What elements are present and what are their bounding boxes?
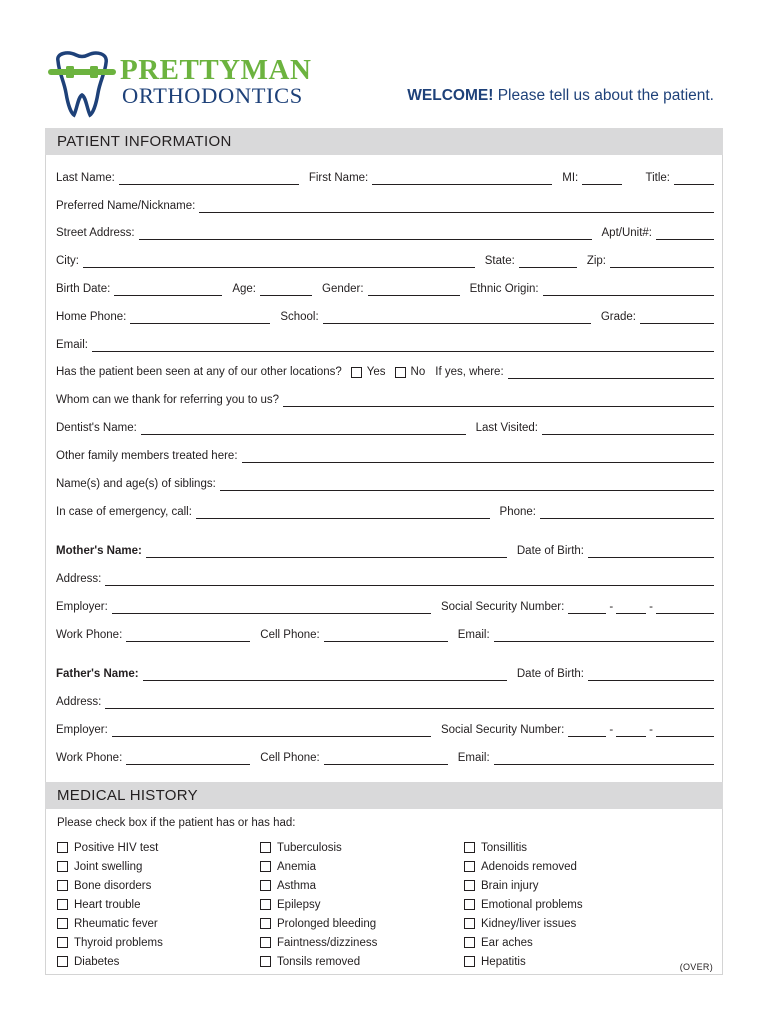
grade-field[interactable] [640, 312, 714, 324]
mother-cell-phone-field[interactable] [324, 630, 448, 642]
mother-address-label: Address: [56, 573, 102, 585]
mother-ssn-field-3[interactable] [656, 602, 714, 614]
medical-item-label: Tonsillitis [481, 841, 528, 854]
medical-item[interactable] [57, 952, 163, 971]
family-members-row [56, 449, 714, 463]
mother-email-field[interactable] [494, 630, 714, 642]
father-dob-field[interactable] [588, 669, 714, 681]
medical-item[interactable] [260, 876, 377, 895]
email-label: Email: [56, 339, 88, 351]
medical-item-label: Hepatitis [481, 955, 526, 968]
checkbox[interactable] [57, 899, 68, 910]
emergency-field[interactable] [196, 507, 490, 519]
birth-row [56, 282, 714, 296]
mi-field[interactable] [582, 173, 622, 185]
mother-address-field[interactable] [105, 574, 714, 586]
medical-item-label: Kidney/liver issues [481, 917, 577, 930]
dentist-label: Dentist's Name: [56, 422, 137, 434]
medical-item[interactable] [57, 914, 163, 933]
medical-item[interactable] [464, 895, 583, 914]
siblings-field[interactable] [220, 479, 714, 491]
mother-employer-row [56, 600, 714, 614]
patient-info-heading: PATIENT INFORMATION [45, 128, 723, 155]
mother-name-label: Mother's Name: [56, 545, 142, 557]
medical-item-label: Faintness/dizziness [277, 936, 378, 949]
mother-employer-label: Employer: [56, 601, 108, 613]
checkbox[interactable] [57, 918, 68, 929]
mother-dob-field[interactable] [588, 546, 714, 558]
medical-item-label: Epilepsy [277, 898, 321, 911]
last-visited-label: Last Visited: [475, 422, 538, 434]
ssn-dash: - [649, 601, 653, 613]
city-field[interactable] [83, 256, 475, 268]
checkbox[interactable] [57, 842, 68, 853]
welcome-text: Please tell us about the patient. [493, 87, 714, 104]
home-phone-label: Home Phone: [56, 311, 127, 323]
yes-label: Yes [366, 366, 386, 378]
mother-cell-phone-label: Cell Phone: [260, 629, 320, 641]
mother-work-phone-field[interactable] [126, 630, 250, 642]
preferred-name-row [56, 199, 714, 213]
father-employer-label: Employer: [56, 724, 108, 736]
father-email-field[interactable] [494, 753, 714, 765]
age-label: Age: [232, 283, 256, 295]
ssn-dash: - [609, 724, 614, 736]
father-cell-phone-label: Cell Phone: [260, 752, 320, 764]
birth-date-label: Birth Date: [56, 283, 111, 295]
mother-address-row [56, 572, 714, 586]
siblings-label: Name(s) and age(s) of siblings: [56, 478, 216, 490]
siblings-row [56, 477, 714, 491]
checkbox[interactable] [464, 861, 475, 872]
father-name-field[interactable] [143, 669, 507, 681]
medical-item[interactable] [464, 857, 583, 876]
email-field[interactable] [92, 340, 714, 352]
referral-field[interactable] [283, 395, 714, 407]
medical-item-label: Heart trouble [74, 898, 141, 911]
medical-item[interactable] [57, 857, 163, 876]
home-phone-field[interactable] [130, 312, 270, 324]
mother-work-phone-label: Work Phone: [56, 629, 123, 641]
medical-item[interactable] [260, 895, 377, 914]
checkbox[interactable] [464, 937, 475, 948]
medical-item-label: Tonsils removed [277, 955, 361, 968]
checkbox[interactable] [260, 880, 271, 891]
school-field[interactable] [323, 312, 591, 324]
mother-phone-row [56, 628, 714, 642]
medical-item[interactable] [464, 914, 583, 933]
medical-item[interactable] [57, 838, 163, 857]
checkbox[interactable] [57, 880, 68, 891]
father-name-row [56, 667, 714, 681]
mi-label: MI: [562, 172, 579, 184]
checkbox[interactable] [464, 918, 475, 929]
email-row [56, 338, 714, 352]
medical-item-label: Thyroid problems [74, 936, 163, 949]
referral-label: Whom can we thank for referring you to us? [56, 394, 280, 406]
father-name-label: Father's Name: [56, 668, 139, 680]
medical-item[interactable] [464, 876, 583, 895]
emergency-label: In case of emergency, call: [56, 506, 192, 518]
checkbox[interactable] [464, 880, 475, 891]
over-note: (OVER) [679, 962, 713, 972]
title-field[interactable] [674, 173, 714, 185]
no-label: No [410, 366, 426, 378]
checkbox[interactable] [57, 861, 68, 872]
family-members-field[interactable] [242, 451, 714, 463]
street-row [56, 226, 714, 240]
yes-checkbox[interactable] [351, 367, 362, 378]
medical-item-label: Tuberculosis [277, 841, 342, 854]
checkbox[interactable] [260, 918, 271, 929]
medical-item[interactable] [260, 914, 377, 933]
medical-item-label: Rheumatic fever [74, 917, 158, 930]
father-address-label: Address: [56, 696, 102, 708]
medical-item-label: Emotional problems [481, 898, 583, 911]
father-phone-row [56, 751, 714, 765]
medical-item-label: Asthma [277, 879, 316, 892]
checkbox[interactable] [464, 956, 475, 967]
checkbox[interactable] [57, 937, 68, 948]
father-work-phone-field[interactable] [126, 753, 250, 765]
mother-employer-field[interactable] [112, 602, 431, 614]
mother-ssn-field-1[interactable] [568, 602, 606, 614]
father-cell-phone-field[interactable] [324, 753, 448, 765]
father-ssn-field-3[interactable] [656, 725, 714, 737]
father-employer-row [56, 723, 714, 737]
gender-label: Gender: [322, 283, 364, 295]
city-label: City: [56, 255, 79, 267]
father-ssn-field-2[interactable] [616, 725, 646, 737]
emergency-row [56, 505, 714, 519]
title-label: Title: [645, 172, 670, 184]
mother-name-row [56, 544, 714, 558]
referral-row [56, 393, 714, 407]
state-field[interactable] [519, 256, 577, 268]
preferred-name-field[interactable] [199, 201, 714, 213]
zip-field[interactable] [610, 256, 714, 268]
checkbox[interactable] [260, 956, 271, 967]
father-dob-label: Date of Birth: [516, 668, 584, 680]
checkbox[interactable] [260, 861, 271, 872]
birth-date-field[interactable] [114, 284, 222, 296]
medical-item-label: Positive HIV test [74, 841, 159, 854]
family-members-label: Other family members treated here: [56, 450, 238, 462]
medical-item[interactable] [464, 933, 583, 952]
medical-intro: Please check box if the patient has or has had: [57, 817, 296, 829]
mother-ssn-field-2[interactable] [616, 602, 646, 614]
home-phone-row [56, 310, 714, 324]
first-name-label: First Name: [308, 172, 369, 184]
first-name-field[interactable] [372, 173, 552, 185]
medical-item[interactable] [464, 952, 583, 971]
dentist-field[interactable] [141, 423, 466, 435]
medical-item-label: Ear aches [481, 936, 533, 949]
medical-item-label: Bone disorders [74, 879, 152, 892]
last-name-field[interactable] [119, 173, 299, 185]
medical-item-label: Adenoids removed [481, 860, 577, 873]
medical-item[interactable] [260, 838, 377, 857]
medical-item-label: Diabetes [74, 955, 120, 968]
gender-field[interactable] [368, 284, 460, 296]
no-checkbox[interactable] [395, 367, 406, 378]
medical-item[interactable] [57, 933, 163, 952]
father-ssn-label: Social Security Number: [440, 724, 565, 736]
checkbox[interactable] [464, 842, 475, 853]
checkbox[interactable] [260, 842, 271, 853]
medical-item-label: Joint swelling [74, 860, 143, 873]
last-visited-field[interactable] [542, 423, 714, 435]
mother-email-label: Email: [457, 629, 490, 641]
street-address-field[interactable] [139, 228, 592, 240]
logo-name: PRETTYMAN [120, 54, 312, 86]
mother-name-field[interactable] [146, 546, 507, 558]
emergency-phone-field[interactable] [540, 507, 714, 519]
city-row [56, 254, 714, 268]
state-label: State: [484, 255, 515, 267]
medical-column-1 [57, 838, 163, 971]
medical-item-label: Anemia [277, 860, 316, 873]
seen-question-label: Has the patient been seen at any of our other locations? [56, 366, 342, 378]
zip-label: Zip: [586, 255, 606, 267]
medical-column-3 [464, 838, 583, 971]
medical-item[interactable] [260, 933, 377, 952]
ethnic-origin-field[interactable] [543, 284, 714, 296]
checkbox[interactable] [260, 937, 271, 948]
father-address-row [56, 695, 714, 709]
preferred-name-label: Preferred Name/Nickname: [56, 200, 196, 212]
father-email-label: Email: [457, 752, 490, 764]
checkbox[interactable] [260, 899, 271, 910]
grade-label: Grade: [600, 311, 636, 323]
mother-ssn-label: Social Security Number: [440, 601, 565, 613]
age-field[interactable] [260, 284, 312, 296]
if-yes-label: If yes, where: [435, 366, 504, 378]
medical-item[interactable] [57, 895, 163, 914]
name-row [56, 171, 714, 185]
logo-subtitle: ORTHODONTICS [122, 83, 303, 108]
practice-logo [46, 47, 316, 117]
ssn-dash: - [609, 601, 614, 613]
father-address-field[interactable] [105, 697, 714, 709]
medical-history-heading: MEDICAL HISTORY [45, 782, 723, 809]
medical-column-2 [260, 838, 377, 971]
ethnic-origin-label: Ethnic Origin: [469, 283, 539, 295]
school-label: School: [280, 311, 319, 323]
apt-label: Apt/Unit#: [601, 227, 652, 239]
emergency-phone-label: Phone: [499, 506, 536, 518]
father-employer-field[interactable] [112, 725, 431, 737]
medical-item[interactable] [260, 857, 377, 876]
street-address-label: Street Address: [56, 227, 135, 239]
welcome-bold: WELCOME! [407, 87, 494, 104]
last-name-label: Last Name: [56, 172, 115, 184]
mother-dob-label: Date of Birth: [516, 545, 584, 557]
father-ssn-field-1[interactable] [568, 725, 606, 737]
checkbox[interactable] [57, 956, 68, 967]
dentist-row [56, 421, 714, 435]
other-locations-row [56, 365, 714, 379]
if-yes-field[interactable] [508, 367, 714, 379]
apt-field[interactable] [656, 228, 714, 240]
medical-item-label: Brain injury [481, 879, 539, 892]
medical-item[interactable] [464, 838, 583, 857]
ssn-dash: - [649, 724, 653, 736]
tooth-logo-icon [46, 47, 118, 119]
medical-item[interactable] [260, 952, 377, 971]
medical-item-label: Prolonged bleeding [277, 917, 377, 930]
checkbox[interactable] [464, 899, 475, 910]
medical-item[interactable] [57, 876, 163, 895]
welcome-message [407, 87, 714, 105]
father-work-phone-label: Work Phone: [56, 752, 123, 764]
